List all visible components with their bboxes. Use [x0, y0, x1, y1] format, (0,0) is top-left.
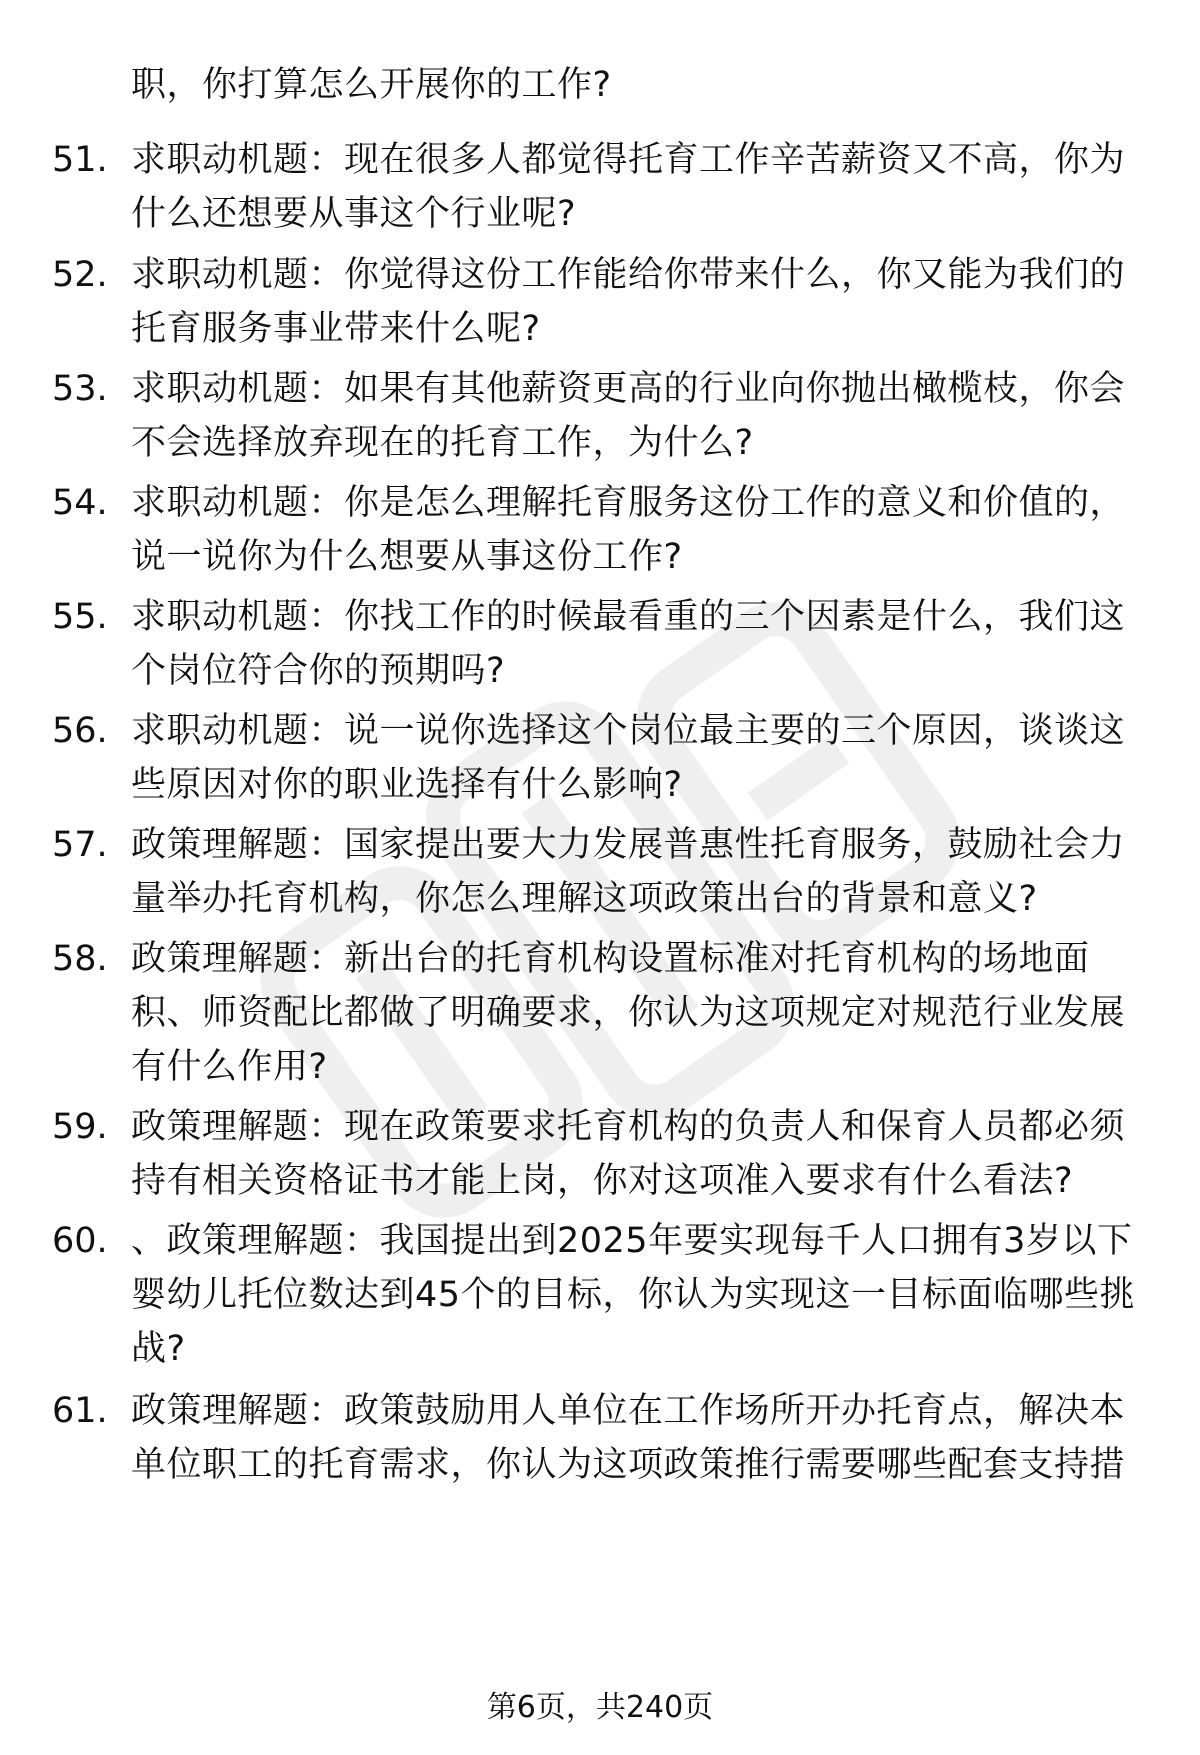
question-text	[131, 248, 1151, 356]
question-line: 托育服务事业带来什么呢?	[131, 309, 541, 349]
question-text	[131, 476, 1151, 584]
page-footer: 第6页，共240页	[486, 1690, 714, 1725]
question-line: 求职动机题：说一说你选择这个岗位最主要的三个原因，谈谈这	[131, 711, 1126, 751]
question-line: 求职动机题：现在很多人都觉得托育工作辛苦薪资又不高，你为	[131, 140, 1126, 180]
question-line: 不会选择放弃现在的托育工作，为什么?	[131, 423, 754, 463]
question-number: 52.	[52, 255, 108, 295]
question-text	[131, 1384, 1151, 1492]
question-line: 婴幼儿托位数达到45个的目标，你认为实现这一目标面临哪些挑	[131, 1275, 1136, 1315]
question-number: 54.	[52, 483, 108, 523]
question-line: 求职动机题：你觉得这份工作能给你带来什么，你又能为我们的	[131, 255, 1126, 295]
question-number: 58.	[52, 939, 108, 979]
question-number: 60.	[52, 1221, 108, 1261]
question-line: 政策理解题：政策鼓励用人单位在工作场所开办托育点，解决本	[131, 1391, 1126, 1431]
question-line: 说一说你为什么想要从事这份工作?	[131, 537, 683, 577]
question-number: 53.	[52, 369, 108, 409]
question-number: 51.	[52, 140, 108, 180]
question-line: 积、师资配比都做了明确要求，你认为这项规定对规范行业发展	[131, 993, 1126, 1033]
question-line: 政策理解题：新出台的托育机构设置标准对托育机构的场地面	[131, 939, 1090, 979]
question-number: 59.	[52, 1107, 108, 1147]
question-line: 求职动机题：如果有其他薪资更高的行业向你抛出橄榄枝，你会	[131, 369, 1126, 409]
question-line: 什么还想要从事这个行业呢?	[131, 194, 577, 234]
question-line: 求职动机题：你是怎么理解托育服务这份工作的意义和价值的，	[131, 483, 1126, 523]
question-line: 求职动机题：你找工作的时候最看重的三个因素是什么，我们这	[131, 597, 1126, 637]
question-line: 持有相关资格证书才能上岗，你对这项准入要求有什么看法?	[131, 1161, 1074, 1201]
question-text	[131, 133, 1151, 241]
question-number: 61.	[52, 1391, 108, 1431]
question-line: 战?	[131, 1329, 186, 1369]
question-line: 量举办托育机构，你怎么理解这项政策出台的背景和意义?	[131, 879, 1038, 919]
question-number: 55.	[52, 597, 108, 637]
question-line: 政策理解题：国家提出要大力发展普惠性托育服务，鼓励社会力	[131, 825, 1126, 865]
question-text	[131, 704, 1151, 812]
question-text	[131, 590, 1151, 698]
question-line: 政策理解题：现在政策要求托育机构的负责人和保育人员都必须	[131, 1107, 1126, 1147]
question-text	[131, 818, 1151, 926]
question-text	[131, 932, 1151, 1094]
question-line: 个岗位符合你的预期吗?	[131, 651, 506, 691]
question-line: 有什么作用?	[131, 1047, 328, 1087]
question-number: 56.	[52, 711, 108, 751]
question-text	[131, 362, 1151, 470]
continuation-line: 职，你打算怎么开展你的工作?	[131, 65, 612, 105]
question-line: 单位职工的托育需求，你认为这项政策推行需要哪些配套支持措	[131, 1445, 1126, 1485]
question-line: 、政策理解题：我国提出到2025年要实现每千人口拥有3岁以下	[131, 1221, 1133, 1261]
question-number: 57.	[52, 825, 108, 865]
question-text	[131, 1100, 1151, 1208]
question-line: 些原因对你的职业选择有什么影响?	[131, 765, 683, 805]
question-text	[131, 1214, 1151, 1376]
